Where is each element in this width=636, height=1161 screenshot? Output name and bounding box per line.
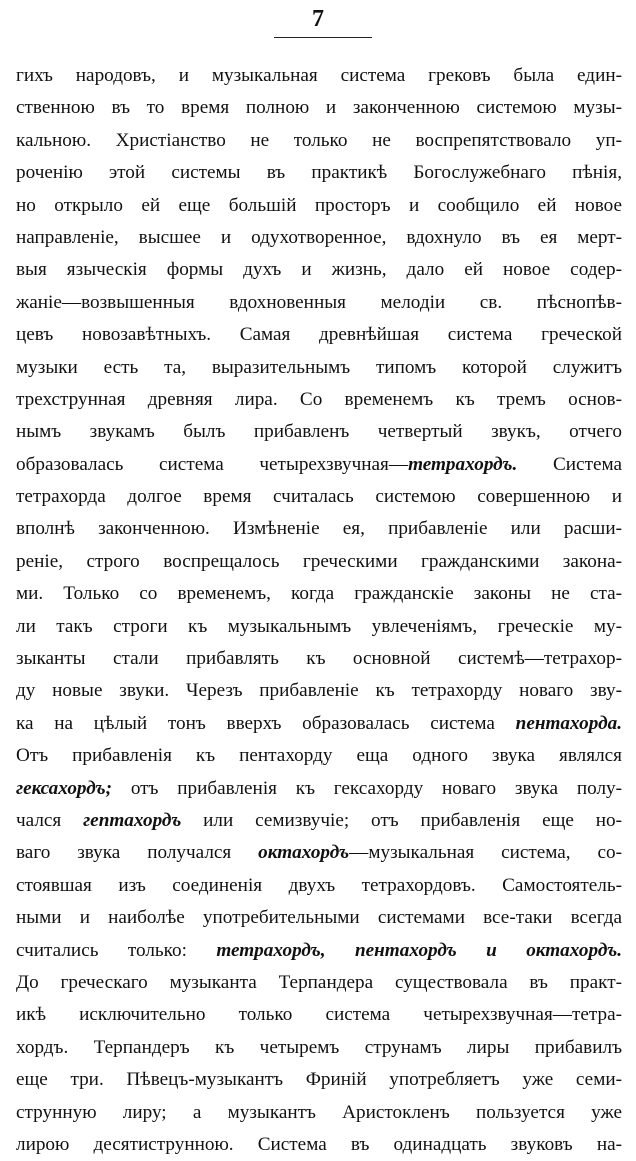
text-span: трехструнная древняя лира. Со временемъ къ тремъ основ- [16, 388, 622, 410]
text-span: ными и наиболѣе употребительными системами все-таки всегда [16, 907, 622, 929]
text-line [16, 416, 622, 448]
text-line [16, 675, 622, 707]
text-span: выя языческія формы духъ и жизнь, дало ей новое содер- [16, 259, 622, 281]
text-span: стоявшая изъ соединенія двухъ тетрахордовъ. Самостоятель- [16, 874, 622, 896]
text-span: цевъ новозавѣтныхъ. Самая древнѣйшая система греческой [16, 324, 622, 346]
emphasized-term: гексахордъ; [16, 777, 113, 799]
emphasized-term: гептахордъ [83, 809, 182, 831]
text-span: музыки есть та, выразительнымъ типомъ которой служитъ [16, 356, 622, 378]
text-span: вполнѣ законченною. Измѣненіе ея, прибавленіе или расши- [16, 518, 622, 540]
text-line [16, 481, 622, 513]
text-span: чался [16, 809, 84, 831]
text-line [16, 125, 622, 157]
text-line [16, 902, 622, 934]
text-span: —музыкальная система, со- [349, 842, 622, 864]
text-line [16, 935, 622, 967]
text-span: но открыло ей еще большій просторъ и сообщило ей новое [16, 194, 622, 216]
text-span: икѣ исключительно только система четырехзвучная—тетра- [16, 1004, 622, 1026]
text-line [16, 254, 622, 286]
page-number: 7 [312, 6, 324, 32]
text-span: или семизвучіе; отъ прибавленія еще но- [181, 809, 622, 831]
text-span: ли такъ строги къ музыкальнымъ увлеченіямъ, греческіе му- [16, 615, 622, 637]
text-span: ваго звука получался [16, 842, 259, 864]
text-span: отъ прибавленія къ гексахорду новаго звука полу- [112, 777, 622, 799]
text-line [16, 1129, 622, 1161]
text-span: Отъ прибавленія къ пентахорду еща одного звука являлся [16, 745, 622, 767]
text-line [16, 92, 622, 124]
text-line [16, 773, 622, 805]
text-line [16, 449, 622, 481]
text-line [16, 740, 622, 772]
text-span: гихъ народовъ, и музыкальная система грековъ была един- [16, 65, 622, 86]
text-span: нымъ звукамъ былъ прибавленъ четвертый звукъ, отчего [16, 421, 622, 443]
text-span: направленіе, высшее и одухотворенное, вдохнуло въ ея мерт- [16, 226, 622, 248]
text-line [16, 1032, 622, 1064]
text-line [16, 287, 622, 319]
text-line [16, 222, 622, 254]
text-span: ду новые звуки. Черезъ прибавленіе къ тетрахорду новаго зву- [16, 680, 622, 702]
text-line [16, 837, 622, 869]
text-line [16, 319, 622, 351]
emphasized-term: октахордъ [258, 842, 350, 864]
text-line [16, 805, 622, 837]
text-line [16, 190, 622, 222]
text-span: роченію этой системы въ практикѣ Богослужебнаго пѣнія, [16, 162, 622, 184]
text-line [16, 1064, 622, 1096]
text-span: образовалась система четырехзвучная— [16, 453, 409, 475]
emphasized-term: тетрахордъ. [408, 453, 518, 475]
text-line [16, 352, 622, 384]
text-line [16, 1097, 622, 1129]
text-span: струнную лиру; а музыкантъ Аристокленъ пользуется уже [16, 1101, 622, 1123]
text-line [16, 967, 622, 999]
text-span: ка на цѣлый тонъ вверхъ образовалась система [16, 712, 516, 734]
text-span: До греческаго музыканта Терпандера существовала въ практ- [16, 971, 622, 993]
text-span: хордъ. Терпандеръ къ четыремъ струнамъ лиры прибавилъ [16, 1036, 622, 1058]
text-line [16, 611, 622, 643]
text-span: реніе, строго воспрещалось греческими гражданскими закона- [16, 550, 622, 572]
text-line [16, 384, 622, 416]
header-rule [274, 37, 372, 38]
text-span: Система [517, 453, 622, 475]
text-line [16, 513, 622, 545]
text-span: ственною въ то время полною и законченною системою музы- [16, 97, 622, 119]
text-line [16, 870, 622, 902]
text-span: тетрахорда долгое время считалась системою совершенною и [16, 486, 622, 508]
emphasized-term: тетрахордъ, пентахордъ и октахордъ. [216, 939, 622, 961]
text-line [16, 578, 622, 610]
text-line [16, 708, 622, 740]
text-line [16, 157, 622, 189]
text-line [16, 60, 622, 92]
text-span: зыканты стали прибавлять къ основной системѣ—тетрахор- [16, 648, 622, 670]
text-span: ми. Только со временемъ, когда гражданскіе законы не ста- [16, 583, 622, 605]
text-line [16, 643, 622, 675]
text-line [16, 546, 622, 578]
text-line [16, 999, 622, 1031]
emphasized-term: пентахорда. [515, 712, 622, 734]
text-span: жаніе—возвышенныя вдохновенныя мелодіи св. пѣснопѣв- [16, 291, 622, 313]
text-span: кальною. Христіанство не только не воспрепятствовало уп- [16, 129, 622, 151]
text-span: считались только: [16, 939, 217, 961]
text-span: лирою десятиструнною. Система въ одинадцать звуковъ на- [16, 1133, 622, 1155]
body-text [16, 60, 622, 1161]
text-span: еще три. Пѣвецъ-музыкантъ Фриній употребляетъ уже семи- [16, 1069, 622, 1091]
